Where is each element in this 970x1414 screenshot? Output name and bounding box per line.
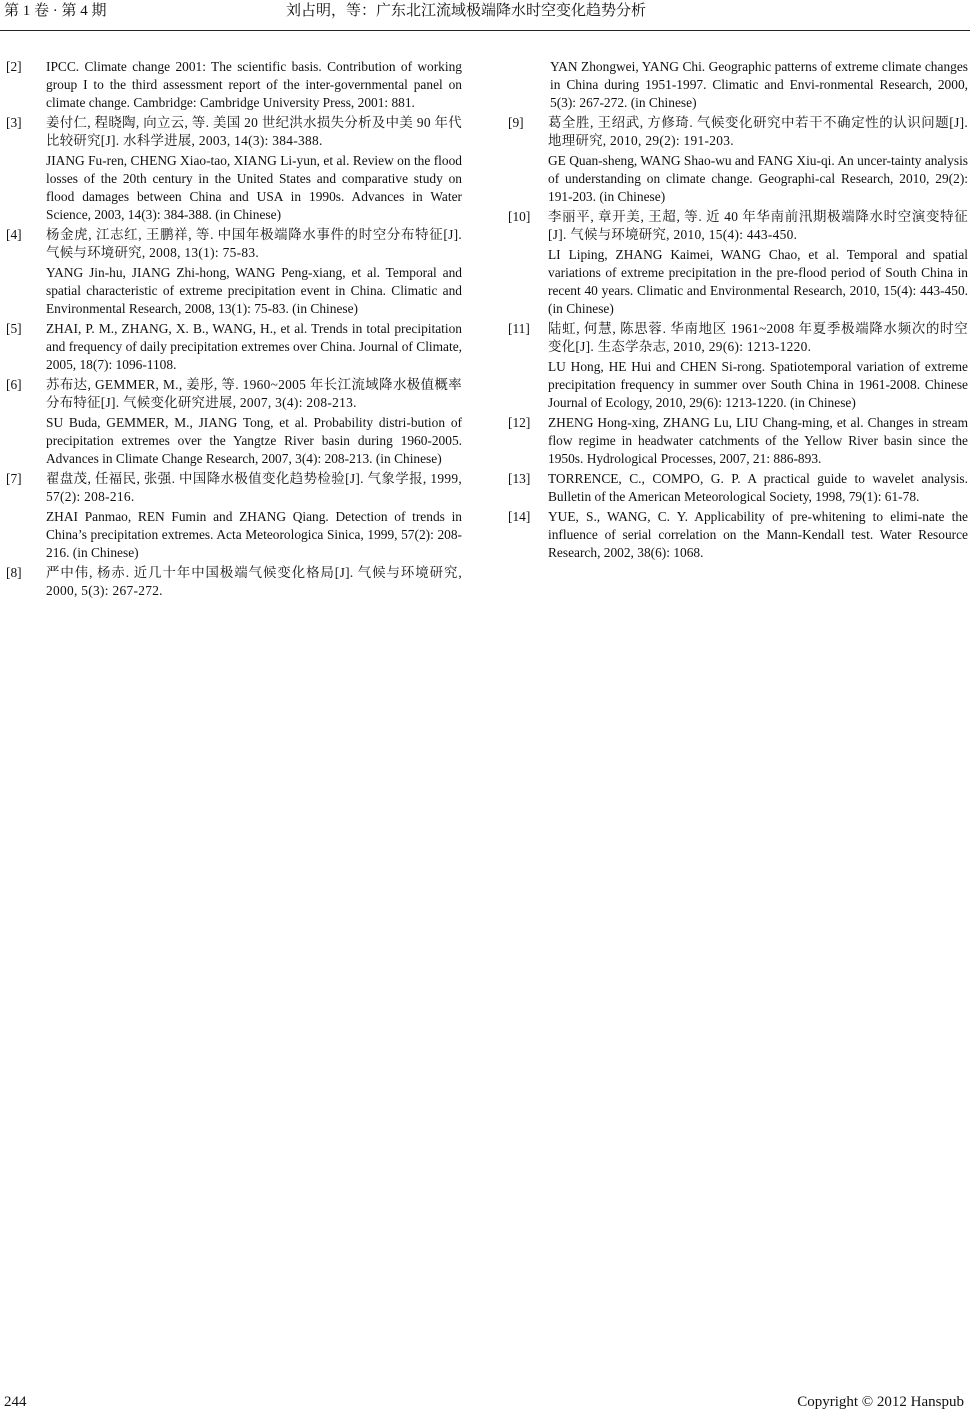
reference-text: ZHAI, P. M., ZHANG, X. B., WANG, H., et al. Trends in total precipitation and frequency of daily precipitation extremes over China. Journal of Climate, 2005, 18(7): 1096-1108. [46,321,462,372]
reference-number: [3] [6,115,22,130]
reference-text: ZHAI Panmao, REN Fumin and ZHANG Qiang. Detection of trends in China’s precipitation extremes. Acta Meteorologica Sinica, 1999, 57(2): 208-216. (in Chinese) [46,509,462,560]
reference-entry [508,114,968,206]
reference-text: 杨金虎, 江志红, 王鹏祥, 等. 中国年极端降水事件的时空分布特征[J]. 气候与环境研究, 2008, 13(1): 75-83. [46,227,462,260]
reference-number: [10] [508,209,531,224]
reference-text: 翟盘茂, 任福民, 张强. 中国降水极值变化趋势检验[J]. 气象学报, 1999, 57(2): 208-216. [46,471,462,504]
reference-text: GE Quan-sheng, WANG Shao-wu and FANG Xiu-qi. An uncer-tainty analysis of understanding on climate change. Geographi-cal Research, 2010, 29(2): 191-203. (in Chinese) [548,153,968,204]
reference-entry [6,470,462,562]
reference-entry [6,58,462,112]
reference-entry [6,226,462,318]
reference-text: YAN Zhongwei, YANG Chi. Geographic patterns of extreme climate changes in China during 1951-1997. Climatic and Envi-ronmental Research, 2000, 5(3): 267-272. (in Chinese) [550,59,968,110]
reference-entry [508,320,968,412]
reference-number: [11] [508,321,530,336]
reference-text: 姜付仁, 程晓陶, 向立云, 等. 美国 20 世纪洪水损失分析及中美 90 年代比较研究[J]. 水科学进展, 2003, 14(3): 384-388. [46,115,462,148]
reference-number: [13] [508,471,531,486]
reference-number: [7] [6,471,22,486]
article-running-title: 刘占明，等：广东北江流域极端降水时空变化趋势分析 [286,3,647,19]
reference-text: IPCC. Climate change 2001: The scientific basis. Contribution of working group I to the third assessment report of the inter-governmental panel on climate change. Cambridge: Cambridge University Press, 2001: 881. [46,59,462,110]
reference-text: JIANG Fu-ren, CHENG Xiao-tao, XIANG Li-yun, et al. Review on the flood losses of the 20th century in the United States and comparative study on flood damages between China and USA in 1990s. Advances in Water Science, 2003, 14(3): 384-388. (in Chinese) [46,153,462,222]
reference-number: [5] [6,321,22,336]
page-number: 244 [4,1394,27,1410]
reference-text: 苏布达, GEMMER, M., 姜彤, 等. 1960~2005 年长江流域降水极值概率分布特征[J]. 气候变化研究进展, 2007, 3(4): 208-213. [46,377,462,410]
reference-text: 陆虹, 何慧, 陈思蓉. 华南地区 1961~2008 年夏季极端降水频次的时空变化[J]. 生态学杂志, 2010, 29(6): 1213-1220. [548,321,968,354]
reference-entry [6,376,462,468]
reference-text: 严中伟, 杨赤. 近几十年中国极端气候变化格局[J]. 气候与环境研究, 2000, 5(3): 267-272. [46,565,462,598]
reference-text: TORRENCE, C., COMPO, G. P. A practical guide to wavelet analysis. Bulletin of the American Meteorological Society, 1998, 79(1): 61-78. [548,471,968,504]
reference-number: [8] [6,565,22,580]
reference-number: [12] [508,415,531,430]
reference-text: 葛全胜, 王绍武, 方修琦. 气候变化研究中若干不确定性的认识问题[J]. 地理研究, 2010, 29(2): 191-203. [548,115,968,148]
reference-text: LI Liping, ZHANG Kaimei, WANG Chao, et al. Temporal and spatial variations of extreme precipitation in the pre-flood period of South China in recent 40 years. Climatic and Environmental Research, 2010, 15(4): 443-450. (in Chinese) [548,247,968,316]
reference-number: [2] [6,59,22,74]
copyright-notice: Copyright © 2012 Hanspub [797,1394,964,1410]
reference-entry [508,58,968,112]
reference-text: 李丽平, 章开美, 王超, 等. 近 40 年华南前汛期极端降水时空演变特征[J]. 气候与环境研究, 2010, 15(4): 443-450. [548,209,968,242]
reference-text: YANG Jin-hu, JIANG Zhi-hong, WANG Peng-xiang, et al. Temporal and spatial characteristic of extreme precipitation event in China. Climatic and Environmental Research, 2008, 13(1): 75-83. (in Chinese) [46,265,462,316]
reference-number: [6] [6,377,22,392]
reference-entry [508,414,968,468]
reference-text: SU Buda, GEMMER, M., JIANG Tong, et al. Probability distri-bution of precipitation extremes over the Yangtze River basin during 1960-2005. Advances in Climate Change Research, 2007, 3(4): 208-213. (in Chinese) [46,415,462,466]
reference-number: [4] [6,227,22,242]
reference-entry [508,208,968,318]
references-left-column [6,58,462,602]
reference-entry [508,508,968,562]
reference-text: LU Hong, HE Hui and CHEN Si-rong. Spatiotemporal variation of extreme precipitation frequency in summer over South China in 1961-2008. Chinese Journal of Ecology, 2010, 29(6): 1213-1220. (in Chinese) [548,359,968,410]
reference-number: [14] [508,509,531,524]
reference-entry [6,320,462,374]
running-header [0,0,970,31]
reference-entry [508,470,968,506]
references-right-column [508,58,968,564]
reference-entry [6,114,462,224]
reference-text: ZHENG Hong-xing, ZHANG Lu, LIU Chang-ming, et al. Changes in stream flow regime in headwater catchments of the Yellow River basin since the 1950s. Hydrological Processes, 2007, 21: 886-893. [548,415,968,466]
reference-number: [9] [508,115,524,130]
reference-text: YUE, S., WANG, C. Y. Applicability of pre-whitening to elimi-nate the influence of serial correlation on the Mann-Kendall test. Water Resource Research, 2002, 38(6): 1068. [548,509,968,560]
reference-entry [6,564,462,600]
journal-volume-issue: 第 1 卷 · 第 4 期 [4,3,107,19]
